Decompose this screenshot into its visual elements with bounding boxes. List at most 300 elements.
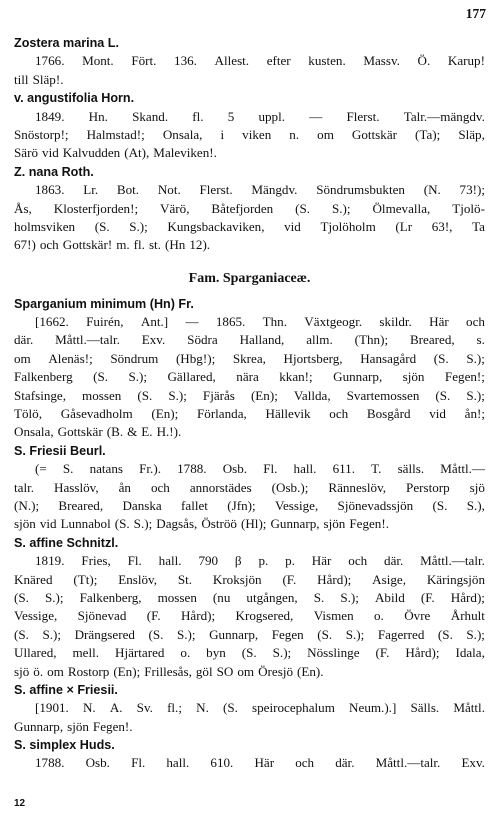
word: S.); bbox=[345, 626, 365, 642]
text-line bbox=[14, 368, 485, 386]
word: (Jfn); bbox=[227, 497, 256, 513]
species-heading: S. simplex Huds. bbox=[14, 738, 115, 753]
text-line bbox=[14, 460, 485, 478]
word: 1788. bbox=[35, 755, 65, 771]
word: (S. bbox=[317, 626, 333, 642]
word: o. bbox=[374, 608, 384, 624]
word: Danska bbox=[122, 497, 162, 513]
word: Drängsered bbox=[74, 626, 135, 642]
word: 12). bbox=[189, 237, 211, 253]
word: 67!) bbox=[14, 237, 36, 253]
word: Måttl.— bbox=[440, 461, 485, 477]
word: Ant.] bbox=[140, 314, 169, 330]
word: Måttl.—talr. bbox=[375, 755, 441, 771]
word: (Hl); bbox=[240, 516, 267, 532]
word: Fl. bbox=[263, 461, 278, 477]
word: A. bbox=[109, 700, 123, 716]
word: Flerst. bbox=[346, 108, 380, 124]
word: uppl. bbox=[258, 108, 286, 124]
text-line bbox=[14, 479, 485, 497]
word: S.); bbox=[168, 387, 187, 403]
word: Rostorp bbox=[67, 663, 110, 679]
word: om bbox=[14, 350, 31, 366]
word: sjön bbox=[323, 516, 346, 532]
word: Öströö bbox=[201, 516, 237, 532]
word: (Osb.); bbox=[271, 479, 309, 495]
word: 790 bbox=[198, 553, 219, 569]
word: Onsala, bbox=[14, 424, 54, 440]
word: Knäred bbox=[14, 571, 53, 587]
word: Vallda, bbox=[293, 387, 331, 403]
word: S.); bbox=[331, 200, 351, 216]
book-page bbox=[14, 0, 486, 814]
word: Sjönevadssjön bbox=[337, 497, 414, 513]
word: Hasslöv, bbox=[53, 479, 99, 495]
word: Bot. bbox=[116, 182, 140, 198]
word: [1901. bbox=[35, 700, 69, 716]
text-line bbox=[14, 552, 485, 570]
text-line bbox=[14, 589, 485, 607]
word: Hn. bbox=[88, 108, 108, 124]
word: till bbox=[14, 71, 29, 87]
text-line bbox=[14, 236, 485, 254]
word: (En); bbox=[151, 406, 179, 422]
text-line bbox=[14, 218, 485, 236]
word: natans bbox=[89, 461, 124, 477]
word: Käringsjön bbox=[426, 571, 485, 587]
word: Skrea, bbox=[232, 350, 266, 366]
word: S.); bbox=[466, 387, 485, 403]
word: Kungsbackaviken, bbox=[167, 218, 265, 234]
word: Tölö, bbox=[14, 406, 43, 422]
word: (Hbg!); bbox=[175, 350, 216, 366]
word: Hård); bbox=[317, 571, 352, 587]
word: byn bbox=[206, 645, 226, 661]
word: Nösslinge bbox=[307, 645, 360, 661]
word: Hällevik bbox=[265, 406, 311, 422]
word: p. bbox=[285, 553, 295, 569]
word: Fört. bbox=[131, 53, 157, 69]
text-line bbox=[14, 699, 485, 717]
word: sjön bbox=[402, 369, 425, 385]
word: Osb. bbox=[85, 755, 110, 771]
word: Frillesås, bbox=[144, 663, 192, 679]
text-line bbox=[14, 626, 485, 644]
word: 610. bbox=[210, 755, 234, 771]
word: Hjärtared bbox=[115, 645, 165, 661]
word: Måttl.—talr. bbox=[55, 332, 120, 348]
word: p. bbox=[258, 553, 269, 569]
text-line bbox=[14, 718, 485, 736]
word: Gunnarp, bbox=[14, 718, 64, 734]
word: (S. bbox=[94, 218, 110, 234]
word: Sjönevad bbox=[77, 608, 127, 624]
word: S.); bbox=[466, 626, 485, 642]
text-line bbox=[14, 663, 485, 681]
word: Fagerred bbox=[377, 626, 425, 642]
species-heading: S. affine × Friesii. bbox=[14, 682, 118, 697]
word: talr. bbox=[14, 479, 34, 495]
word: (S. bbox=[137, 387, 153, 403]
word: och bbox=[150, 479, 170, 495]
word: S.); bbox=[42, 626, 62, 642]
word: Idala, bbox=[455, 645, 485, 661]
word: Osb. bbox=[222, 461, 248, 477]
word: (S. bbox=[148, 626, 164, 642]
word: 611. bbox=[332, 461, 355, 477]
word: Fjärås bbox=[202, 387, 235, 403]
word: Flerst. bbox=[199, 182, 233, 198]
word: Gällared, bbox=[167, 369, 216, 385]
word: Gunnarp, bbox=[270, 516, 320, 532]
word: allm. bbox=[306, 332, 333, 348]
word: Allest. bbox=[214, 53, 250, 69]
word: fl. bbox=[192, 108, 204, 124]
word: Tjolöholm bbox=[320, 218, 376, 234]
word: (S. bbox=[114, 516, 130, 532]
word: Här bbox=[254, 755, 275, 771]
word: Gottskär bbox=[351, 126, 397, 142]
word: vid bbox=[429, 406, 446, 422]
word: Onsala, bbox=[162, 126, 203, 142]
word: Gottskär bbox=[57, 424, 103, 440]
word: kkan!; bbox=[279, 369, 313, 385]
word: (S. bbox=[222, 700, 238, 716]
word: Södra bbox=[187, 332, 218, 348]
word: (nu bbox=[212, 589, 231, 605]
word: Falkenberg, bbox=[79, 589, 142, 605]
word: annorstädes bbox=[189, 479, 252, 495]
word: st. bbox=[148, 237, 161, 253]
word: Fries, bbox=[81, 553, 111, 569]
word: 1865. bbox=[215, 314, 246, 330]
word: (At), bbox=[124, 145, 150, 161]
word: göl bbox=[195, 663, 213, 679]
word: Talr.—mängdv. bbox=[403, 108, 485, 124]
word: S.); bbox=[44, 589, 64, 605]
word: Söndrum bbox=[110, 350, 159, 366]
word: Lunnabol bbox=[60, 516, 111, 532]
word: Fegen!; bbox=[444, 369, 485, 385]
word: Dagsås, bbox=[156, 516, 198, 532]
word: 1863. bbox=[35, 182, 65, 198]
word: vid bbox=[42, 145, 59, 161]
word: β bbox=[234, 553, 242, 569]
word: och bbox=[295, 755, 315, 771]
word: Karup! bbox=[447, 53, 485, 69]
word: Enslöv, bbox=[118, 571, 157, 587]
word: & bbox=[127, 424, 138, 440]
word: Ölmevalla, bbox=[372, 200, 431, 216]
word: — bbox=[309, 108, 323, 124]
word: kusten. bbox=[308, 53, 346, 69]
word: S. bbox=[62, 461, 74, 477]
text-line bbox=[14, 126, 485, 144]
word: Perstorp bbox=[406, 479, 450, 495]
signature-mark: 12 bbox=[14, 798, 26, 809]
word: 1766. bbox=[35, 53, 65, 69]
word: mossen bbox=[157, 589, 197, 605]
text-line bbox=[14, 350, 485, 368]
word: Falkenberg bbox=[14, 369, 73, 385]
word: Släp, bbox=[458, 126, 485, 142]
word: Vessige, bbox=[14, 608, 58, 624]
word: (Ta); bbox=[415, 126, 441, 142]
word: Asige, bbox=[372, 571, 406, 587]
word: (F. bbox=[375, 645, 390, 661]
word: Hansagård bbox=[360, 350, 417, 366]
word: vid bbox=[39, 516, 57, 532]
word: (S. bbox=[14, 626, 29, 642]
word: SO bbox=[216, 663, 234, 679]
word: Båtefjorden bbox=[211, 200, 274, 216]
word: m. bbox=[116, 237, 130, 253]
word: Exv. bbox=[461, 755, 485, 771]
word: (B. bbox=[106, 424, 124, 440]
word: Vismen bbox=[313, 608, 354, 624]
word: ö. bbox=[33, 663, 44, 679]
word: Fegen bbox=[271, 626, 304, 642]
text-line bbox=[14, 71, 485, 89]
word: N. bbox=[82, 700, 96, 716]
word: Fl. bbox=[127, 553, 142, 569]
word: 5 bbox=[227, 108, 235, 124]
text-line bbox=[14, 52, 485, 70]
page-number: 177 bbox=[465, 6, 486, 21]
word: 1819. bbox=[35, 553, 65, 569]
word: Fuirén, bbox=[86, 314, 124, 330]
species-heading: v. angustifolia Horn. bbox=[14, 91, 135, 106]
word: sjö bbox=[14, 663, 30, 679]
word: Massv. bbox=[363, 53, 400, 69]
word: ån!; bbox=[464, 406, 485, 422]
family-heading: Fam. Sparganiaceæ. bbox=[188, 270, 311, 286]
species-heading: Z. nana Roth. bbox=[14, 164, 94, 179]
word: Krogsered, bbox=[235, 608, 294, 624]
species-heading: S. affine Schnitzl. bbox=[14, 535, 119, 550]
word: (S. bbox=[14, 589, 29, 605]
word: (S. bbox=[437, 626, 453, 642]
word: (Hn bbox=[164, 237, 186, 253]
text-line bbox=[14, 313, 485, 331]
word: och bbox=[466, 314, 485, 330]
word: (F. bbox=[282, 571, 297, 587]
word: vid bbox=[284, 218, 301, 234]
word: Växtgeogr. bbox=[304, 314, 363, 330]
word: (Thn); bbox=[354, 332, 389, 348]
word: Ås, bbox=[14, 200, 32, 216]
word: (F. bbox=[146, 608, 161, 624]
word: mell. bbox=[72, 645, 100, 661]
word: (En); bbox=[250, 387, 278, 403]
word: S.); bbox=[129, 218, 148, 234]
page-body bbox=[14, 34, 485, 773]
word: Fegen!. bbox=[92, 718, 133, 734]
word: Snöstorp!; bbox=[14, 126, 69, 142]
word: (N.); bbox=[14, 497, 40, 513]
word: Vessige, bbox=[274, 497, 319, 513]
word: sjön bbox=[14, 516, 36, 532]
word: (F. bbox=[420, 589, 435, 605]
text-line bbox=[14, 108, 485, 126]
word: 63!, bbox=[431, 218, 453, 234]
word: Övre bbox=[404, 608, 431, 624]
word: om bbox=[237, 663, 255, 679]
word: där. bbox=[14, 332, 34, 348]
species-heading: Sparganium minimum (Hn) Fr. bbox=[14, 296, 194, 311]
word: Not. bbox=[157, 182, 181, 198]
word: och bbox=[329, 406, 349, 422]
text-line bbox=[14, 181, 485, 199]
word: S.); bbox=[272, 645, 292, 661]
word: ån bbox=[118, 479, 131, 495]
word: N. bbox=[196, 700, 209, 716]
word: Breared, bbox=[58, 497, 104, 513]
word: s. bbox=[476, 332, 485, 348]
word: hall. bbox=[158, 553, 182, 569]
word: Ö. bbox=[417, 53, 431, 69]
word: T. bbox=[371, 461, 382, 477]
word: Kalvudden bbox=[62, 145, 121, 161]
word: Måttl. bbox=[453, 700, 485, 716]
word: Fl. bbox=[131, 755, 146, 771]
word: speirocephalum bbox=[252, 700, 335, 716]
word: 73!); bbox=[459, 182, 485, 198]
word: S.); bbox=[133, 516, 153, 532]
word: Thn. bbox=[262, 314, 287, 330]
text-line bbox=[14, 387, 485, 405]
word: nära bbox=[236, 369, 259, 385]
word: (N. bbox=[423, 182, 441, 198]
word: 136. bbox=[174, 53, 197, 69]
word: E. bbox=[141, 424, 153, 440]
word: Släp!. bbox=[32, 71, 64, 87]
word: Här bbox=[429, 314, 449, 330]
word: Halland, bbox=[239, 332, 285, 348]
word: (Tt); bbox=[73, 571, 98, 587]
word: Lr. bbox=[83, 182, 99, 198]
word: 1788. bbox=[177, 461, 207, 477]
word: n. bbox=[289, 126, 300, 142]
word: — bbox=[185, 314, 199, 330]
word: S.); bbox=[128, 369, 148, 385]
word: Gottskär! bbox=[62, 237, 113, 253]
word: Kroksjön bbox=[212, 571, 262, 587]
text-line bbox=[14, 331, 485, 349]
word: Gunnarp, bbox=[209, 626, 259, 642]
word: mossen bbox=[82, 387, 122, 403]
word: S. bbox=[313, 589, 325, 605]
word: Fr.). bbox=[139, 461, 161, 477]
word: Alenäs!; bbox=[48, 350, 93, 366]
word: S.); bbox=[176, 626, 196, 642]
word: Sv. bbox=[136, 700, 153, 716]
word: i bbox=[220, 126, 225, 142]
word: sjö bbox=[469, 479, 485, 495]
word: Måttl.—talr. bbox=[420, 553, 485, 569]
word: Maleviken!. bbox=[153, 145, 217, 161]
text-line bbox=[14, 515, 485, 533]
word: om bbox=[47, 663, 64, 679]
word: Tjolö- bbox=[452, 200, 485, 216]
word: skildr. bbox=[379, 314, 412, 330]
species-heading: S. Friesii Beurl. bbox=[14, 443, 106, 458]
word: (S. bbox=[93, 369, 109, 385]
word: där. bbox=[384, 553, 404, 569]
word: (S. bbox=[432, 497, 448, 513]
zostera-section bbox=[14, 34, 485, 255]
text-line bbox=[14, 144, 485, 162]
word: (= bbox=[35, 461, 47, 477]
word: fl. bbox=[133, 237, 145, 253]
word: Förlanda, bbox=[196, 406, 247, 422]
word: (En). bbox=[297, 663, 324, 679]
word: Ta bbox=[472, 218, 485, 234]
word: och bbox=[39, 237, 59, 253]
word: Hård); bbox=[405, 645, 440, 661]
word: hall. bbox=[166, 755, 190, 771]
word: Abild bbox=[374, 589, 405, 605]
text-line bbox=[14, 497, 485, 515]
text-line bbox=[14, 200, 485, 218]
word: S.); bbox=[466, 350, 485, 366]
word: Gåsevadholm bbox=[60, 406, 133, 422]
word: (S. bbox=[241, 645, 257, 661]
word: Skand. bbox=[132, 108, 169, 124]
word: (S. bbox=[433, 350, 449, 366]
word: viken bbox=[242, 126, 272, 142]
word: (S. bbox=[295, 200, 311, 216]
word: Fegen!. bbox=[349, 516, 389, 532]
word: Mont. bbox=[82, 53, 114, 69]
word: Värö, bbox=[160, 200, 190, 216]
word: sälls. bbox=[397, 461, 425, 477]
word: Mängdv. bbox=[251, 182, 298, 198]
text-line bbox=[14, 754, 485, 772]
word: (S. bbox=[435, 387, 451, 403]
word: Söndrumsbukten bbox=[316, 182, 405, 198]
word: utgången, bbox=[246, 589, 298, 605]
word: Exv. bbox=[141, 332, 166, 348]
word: Hjortsberg, bbox=[283, 350, 343, 366]
word: Gunnarp, bbox=[333, 369, 383, 385]
text-line bbox=[14, 644, 485, 662]
word: Breared, bbox=[409, 332, 455, 348]
word: Klosterfjorden!; bbox=[53, 200, 139, 216]
word: sjön bbox=[67, 718, 89, 734]
word: Bosgård bbox=[366, 406, 411, 422]
word: H.!). bbox=[156, 424, 182, 440]
word: hall. bbox=[293, 461, 317, 477]
word: Århult bbox=[450, 608, 485, 624]
word: om bbox=[317, 126, 334, 142]
sparganium-section bbox=[14, 295, 485, 773]
word: [1662. bbox=[35, 314, 69, 330]
word: (En); bbox=[113, 663, 141, 679]
species-heading: Zostera marina L. bbox=[14, 36, 119, 50]
word: Neum.).] bbox=[349, 700, 397, 716]
word: efter bbox=[266, 53, 291, 69]
word: (Lr bbox=[395, 218, 413, 234]
word: S.); bbox=[340, 589, 359, 605]
word: Ränneslöv, bbox=[328, 479, 387, 495]
word: där. bbox=[335, 755, 355, 771]
word: Stafsinge, bbox=[14, 387, 67, 403]
word: Särö bbox=[14, 145, 39, 161]
word: o. bbox=[180, 645, 191, 661]
word: Här bbox=[311, 553, 332, 569]
word: Hård); bbox=[180, 608, 216, 624]
